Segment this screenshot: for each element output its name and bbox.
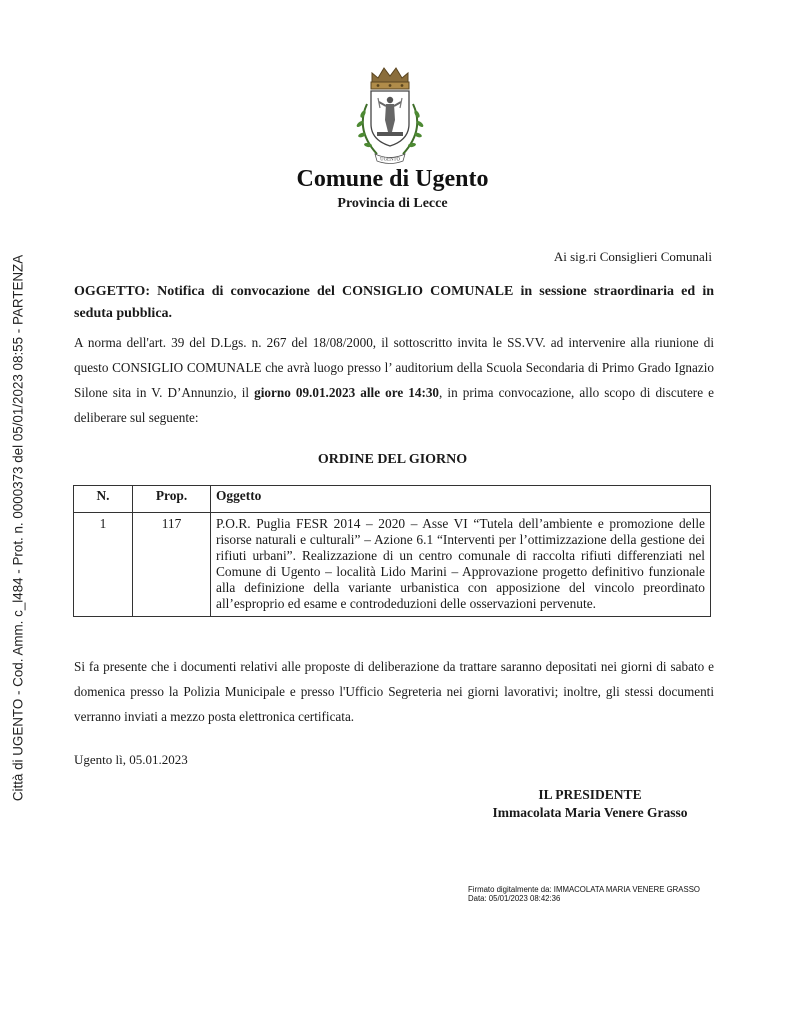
cell-oggetto: P.O.R. Puglia FESR 2014 – 2020 – Asse VI “Tutela dell’ambiente e promozione delle risorse naturali e culturali” – Azione 6.1 “Interventi per l’ottimizzazione della gestione dei rifiuti urbani”. Realizzazione di un centro comunale di raccolta rifiuti differenziati nel Comune di Ugento – località Lido Marini – Approvazione progetto definitivo funzionale alla definizione della variante urbanistica con apposizione del vincolo preordinato all’esproprio ed esame e controdeduzioni delle osservazioni pervenute.	[211, 513, 711, 617]
recipient: Ai sig.ri Consiglieri Comunali	[553, 249, 712, 264]
table-row	[74, 513, 711, 617]
digital-signature	[468, 885, 700, 903]
crest-motto: UGENTO	[380, 156, 400, 162]
place-date: Ugento lì, 05.01.2023	[74, 752, 188, 767]
digital-signature-signer: Firmato digitalmente da: IMMACOLATA MARIA VENERE GRASSO	[468, 885, 700, 894]
intro-paragraph	[74, 330, 714, 430]
signature-role: IL PRESIDENTE	[538, 787, 642, 802]
signature-block	[470, 786, 710, 822]
protocol-stamp-text: Città di UGENTO - Cod. Amm. c_l484 - Prot. n. 0000373 del 05/01/2023 08:55 - PARTENZA	[10, 254, 26, 802]
meeting-datetime: giorno 09.01.2023 alle ore 14:30	[254, 385, 440, 400]
page-title: Comune di Ugento	[296, 166, 489, 192]
agenda-header-row	[74, 486, 711, 513]
subject-text: Notifica di convocazione del CONSIGLIO COMUNALE in sessione straordinaria ed in seduta pubblica.	[74, 284, 714, 321]
cell-n: 1	[74, 513, 133, 617]
subject	[74, 281, 714, 325]
coat-of-arms-icon	[347, 58, 433, 170]
col-header-prop: Prop.	[133, 486, 211, 513]
agenda-table	[73, 485, 711, 617]
page-subtitle: Provincia di Lecce	[337, 196, 448, 211]
col-header-n: N.	[74, 486, 133, 513]
subject-label: OGGETTO:	[74, 284, 150, 299]
col-header-oggetto: Oggetto	[211, 486, 711, 513]
protocol-stamp	[0, 0, 36, 1024]
intro-part1: A norma dell'art. 39 del D.Lgs. n. 267 del 18/08/2000, il sottoscritto invita le SS.VV. ad intervenire alla riunione di questo CONSIGLIO COMUNALE che avrà luogo presso l’ auditorium della Scuola Secondaria di Primo Grado Ignazio Silone sita in V. D’Annunzio, il	[74, 335, 714, 400]
signature-name: Immacolata Maria Venere Grasso	[492, 805, 688, 820]
note-paragraph: Si fa presente che i documenti relativi alle proposte di deliberazione da trattare saranno depositati nei giorni di sabato e domenica presso la Polizia Municipale e presso l'Ufficio Segreteria nei giorni lavorativi; inoltre, gli stessi documenti verranno inviati a mezzo posta elettronica certificata.	[74, 659, 714, 724]
intro-part2: , in prima convocazione, allo scopo di discutere e deliberare sul seguente:	[74, 385, 714, 425]
agenda-title: ORDINE DEL GIORNO	[317, 452, 468, 467]
digital-signature-date: Data: 05/01/2023 08:42:36	[468, 894, 561, 903]
cell-prop: 117	[133, 513, 211, 617]
